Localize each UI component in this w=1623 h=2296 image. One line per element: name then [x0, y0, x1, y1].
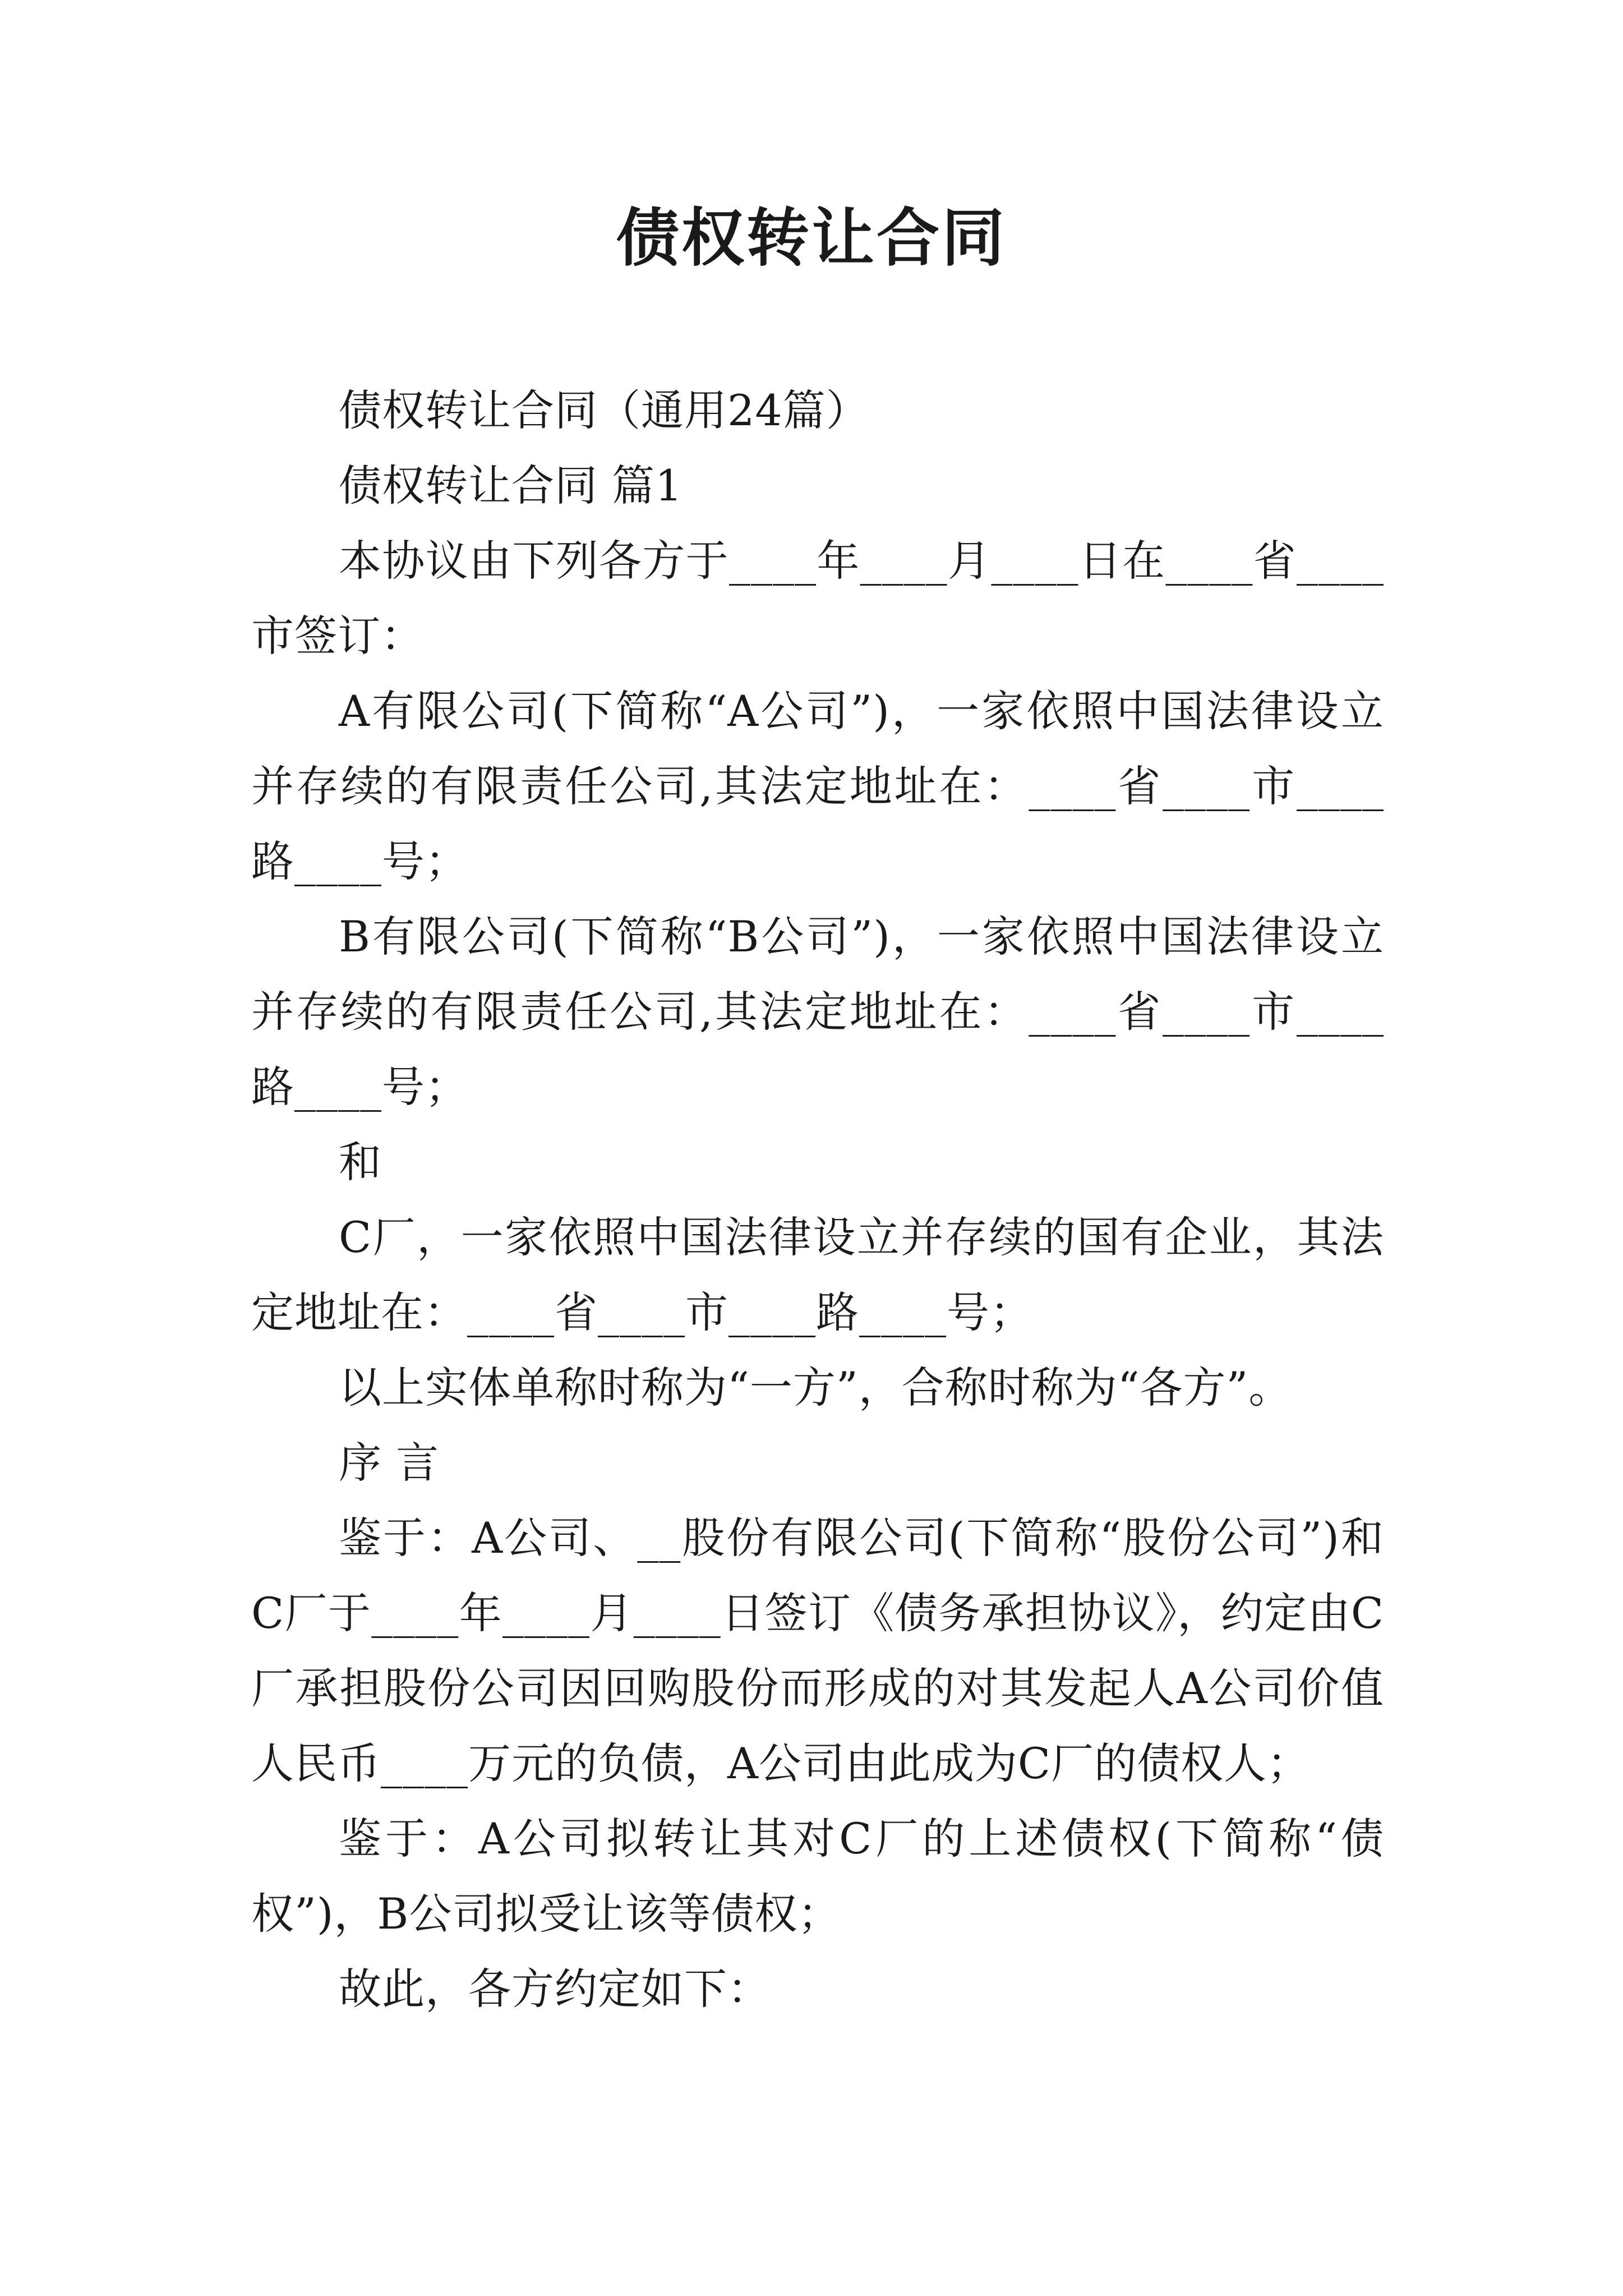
document-title: 债权转让合同: [616, 201, 1007, 275]
paragraph-subtitle: 债权转让合同（通用24篇）: [339, 385, 869, 435]
paragraph-part-heading: 债权转让合同 篇1: [339, 461, 683, 510]
paragraph-and: 和: [339, 1137, 382, 1187]
document-body: [251, 373, 1384, 2027]
paragraph-party-a: A有限公司(下简称“A公司”)，一家依照中国法律设立并存续的有限责任公司,其法定地址在：____省____市____路____号；: [251, 686, 1384, 886]
paragraph-party-c: C厂，一家依照中国法律设立并存续的国有企业，其法定地址在：____省____市____路____号；: [251, 1212, 1384, 1337]
paragraph-whereas-1: 鉴于：A公司、__股份有限公司(下简称“股份公司”)和C厂于____年____月____日签订《债务承担协议》，约定由C厂承担股份公司因回购股份而形成的对其发起人A公司价值人民币____万元的负债，A公司由此成为C厂的债权人；: [251, 1513, 1384, 1788]
paragraph-agreement: 故此，各方约定如下：: [339, 1964, 771, 2014]
paragraph-signing: 本协议由下列各方于____年____月____日在____省____市签订：: [251, 536, 1384, 661]
paragraph-whereas-2: 鉴于：A公司拟转让其对C厂的上述债权(下简称“债权”)，B公司拟受让该等债权；: [251, 1814, 1384, 1939]
paragraph-preamble-heading: 序 言: [339, 1438, 440, 1488]
paragraph-party-b: B有限公司(下简称“B公司”)，一家依照中国法律设立并存续的有限责任公司,其法定地址在：____省____市____路____号；: [251, 912, 1384, 1112]
paragraph-definitions: 以上实体单称时称为“一方”，合称时称为“各方”。: [339, 1363, 1292, 1412]
